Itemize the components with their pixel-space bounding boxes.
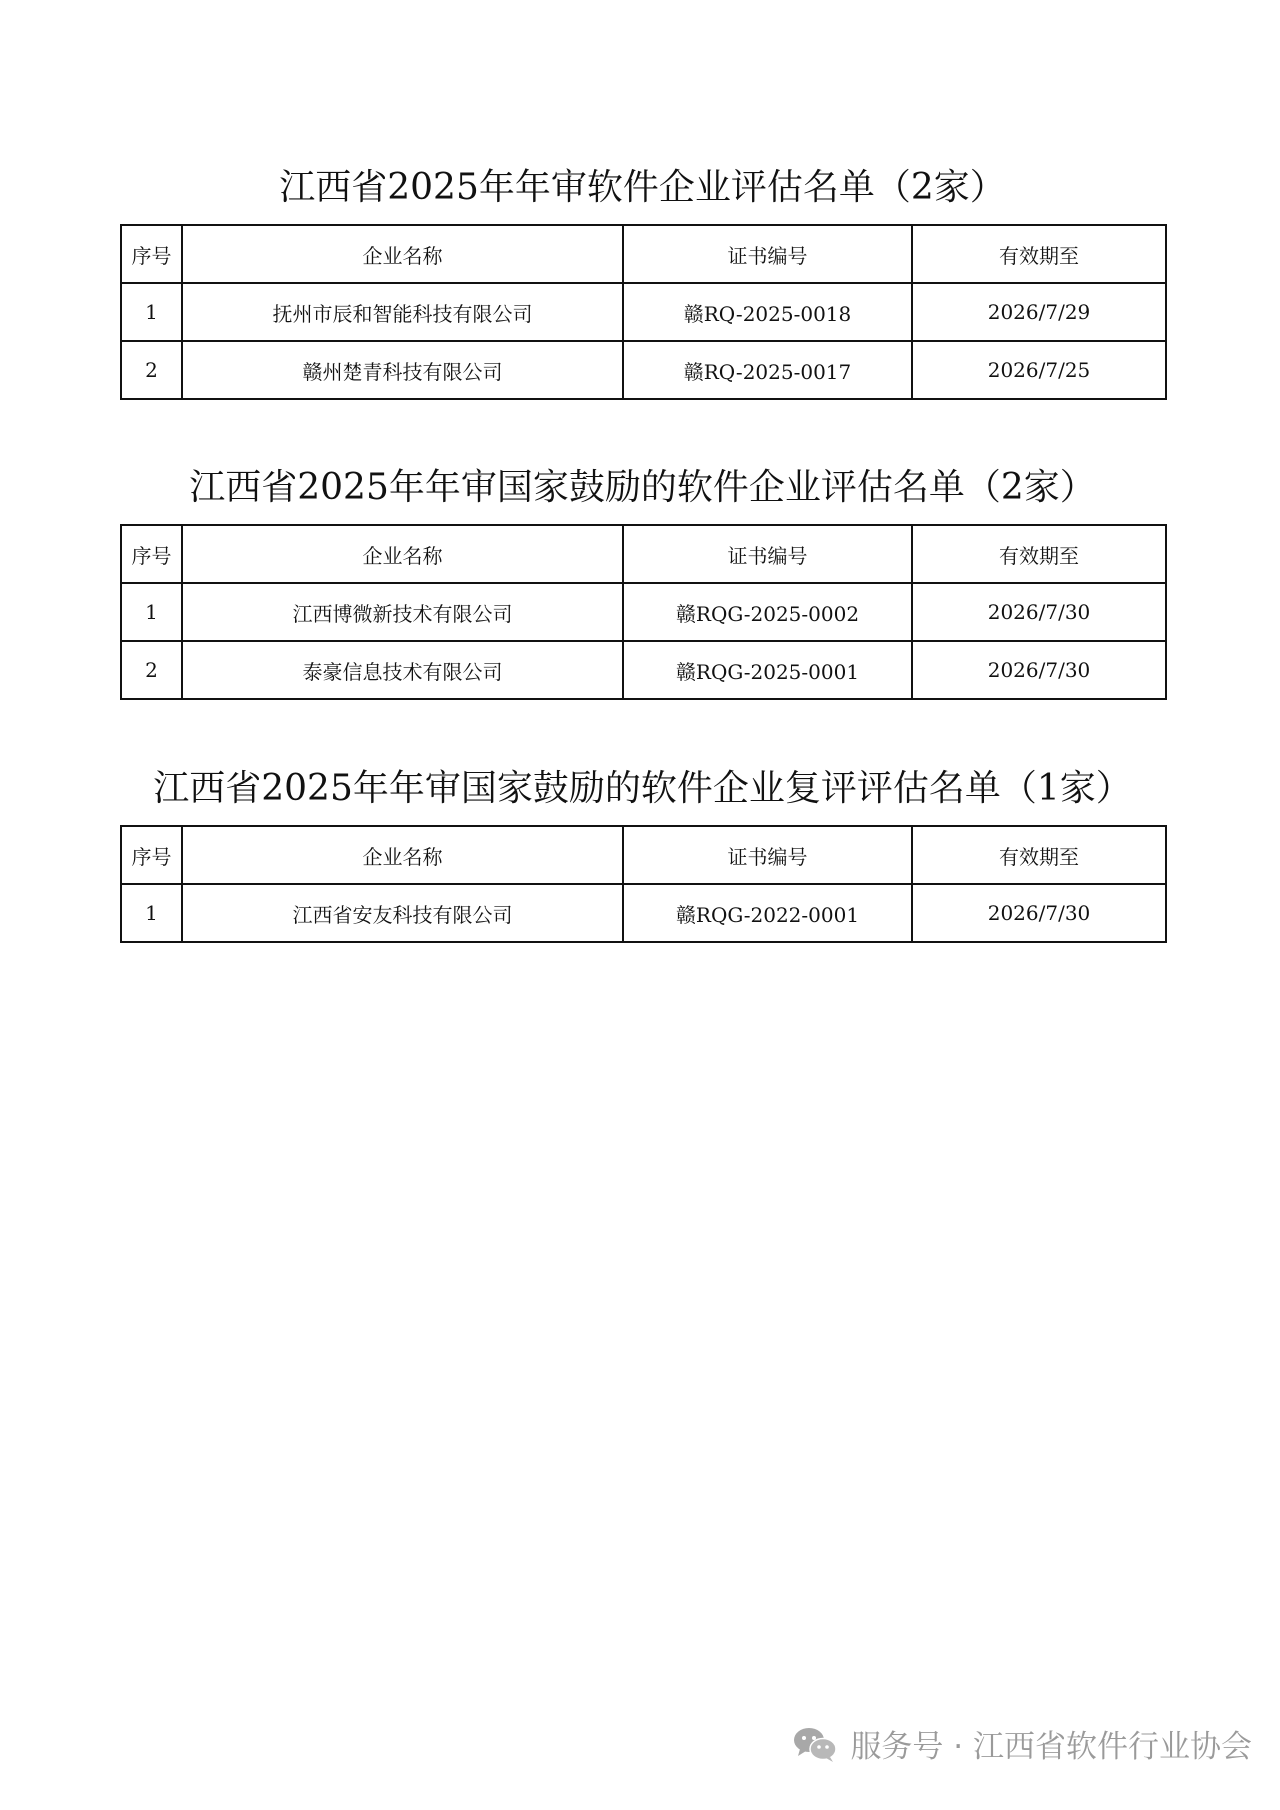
table-row — [121, 884, 1166, 942]
cell-enterprise-name: 江西省安友科技有限公司 — [182, 884, 623, 942]
wechat-account-watermark — [792, 1721, 1252, 1766]
cell-certificate-number: 赣RQG-2025-0002 — [623, 583, 912, 641]
cell-valid-until: 2026/7/30 — [912, 583, 1166, 641]
cell-serial-number: 1 — [121, 884, 182, 942]
header-serial-number: 序号 — [121, 525, 182, 583]
cell-valid-until: 2026/7/30 — [912, 641, 1166, 699]
cell-certificate-number: 赣RQ-2025-0017 — [623, 341, 912, 399]
table-row — [121, 583, 1166, 641]
cell-serial-number: 1 — [121, 283, 182, 341]
header-enterprise-name: 企业名称 — [182, 525, 623, 583]
cell-valid-until: 2026/7/30 — [912, 884, 1166, 942]
enterprise-table — [120, 825, 1167, 943]
cell-serial-number: 2 — [121, 341, 182, 399]
watermark-text: 服务号 · 江西省软件行业协会 — [850, 1729, 1252, 1765]
enterprise-table — [120, 224, 1167, 400]
cell-enterprise-name: 赣州楚青科技有限公司 — [182, 341, 623, 399]
section-encouraged-software-reevaluation — [120, 767, 1165, 943]
header-certificate-number: 证书编号 — [623, 826, 912, 884]
cell-certificate-number: 赣RQG-2022-0001 — [623, 884, 912, 942]
cell-certificate-number: 赣RQG-2025-0001 — [623, 641, 912, 699]
header-serial-number: 序号 — [121, 225, 182, 283]
section-title: 江西省2025年年审软件企业评估名单（2家） — [279, 167, 1006, 208]
table-header-row — [121, 525, 1166, 583]
header-enterprise-name: 企业名称 — [182, 225, 623, 283]
section-title: 江西省2025年年审国家鼓励的软件企业复评评估名单（1家） — [153, 768, 1132, 809]
section-annual-review-encouraged-software-enterprises — [120, 466, 1165, 700]
cell-enterprise-name: 抚州市辰和智能科技有限公司 — [182, 283, 623, 341]
table-header-row — [121, 225, 1166, 283]
header-serial-number: 序号 — [121, 826, 182, 884]
header-certificate-number: 证书编号 — [623, 225, 912, 283]
header-valid-until: 有效期至 — [912, 525, 1166, 583]
cell-enterprise-name: 江西博微新技术有限公司 — [182, 583, 623, 641]
header-valid-until: 有效期至 — [912, 225, 1166, 283]
header-certificate-number: 证书编号 — [623, 525, 912, 583]
table-header-row — [121, 826, 1166, 884]
cell-valid-until: 2026/7/25 — [912, 341, 1166, 399]
cell-certificate-number: 赣RQ-2025-0018 — [623, 283, 912, 341]
wechat-icon — [792, 1725, 838, 1763]
table-row — [121, 341, 1166, 399]
header-valid-until: 有效期至 — [912, 826, 1166, 884]
cell-valid-until: 2026/7/29 — [912, 283, 1166, 341]
table-row — [121, 283, 1166, 341]
cell-enterprise-name: 泰豪信息技术有限公司 — [182, 641, 623, 699]
table-row — [121, 641, 1166, 699]
section-title: 江西省2025年年审国家鼓励的软件企业评估名单（2家） — [189, 467, 1096, 508]
cell-serial-number: 2 — [121, 641, 182, 699]
enterprise-table — [120, 524, 1167, 700]
section-annual-review-software-enterprises — [120, 166, 1165, 400]
cell-serial-number: 1 — [121, 583, 182, 641]
header-enterprise-name: 企业名称 — [182, 826, 623, 884]
